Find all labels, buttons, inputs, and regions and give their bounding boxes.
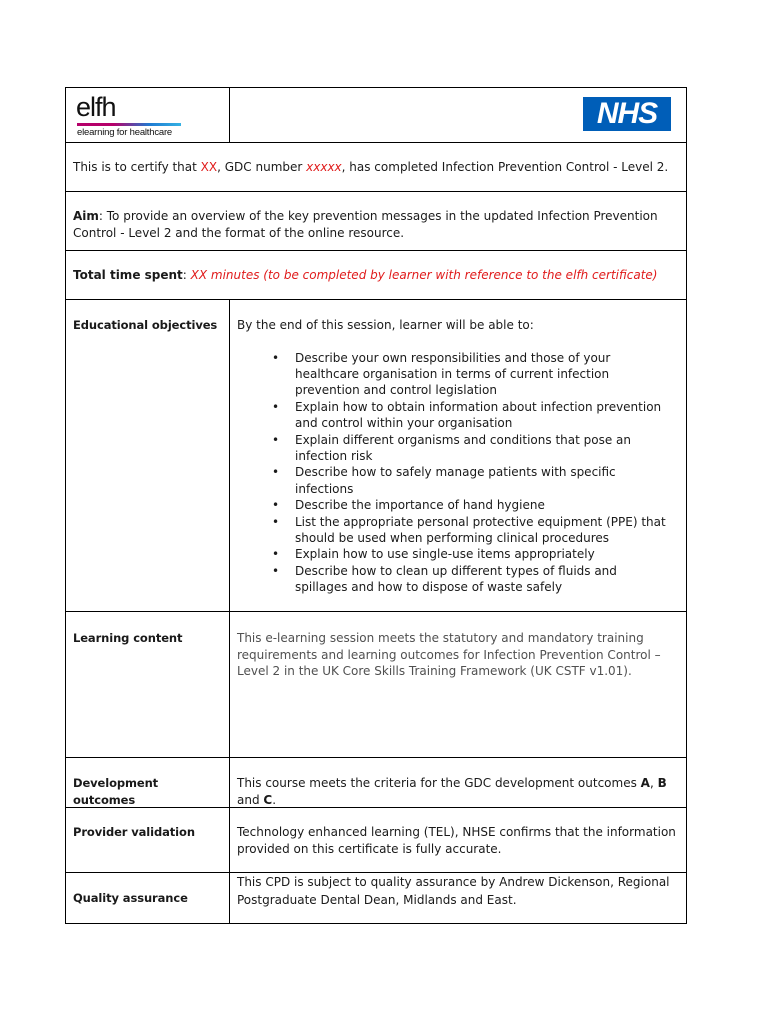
provider-text: Technology enhanced learning (TEL), NHSE confirms that the information provided on this certificate is fully accurate. [237,825,676,856]
objectives-label: Educational objectives [73,318,218,332]
development-row [65,758,687,808]
time-colon: : [182,268,191,282]
list-item: • Describe your own responsibilities and those of your healthcare organisation in terms of current infection prevention and control legislation [295,350,672,399]
objectives-intro: By the end of this session, learner will be able to: [237,318,534,332]
objectives-row [65,300,687,612]
list-item: • Explain how to obtain information about infection prevention and control within your organisation [295,399,672,432]
gdc-label: , GDC number [217,160,307,174]
objectives-list [237,350,679,596]
development-prefix: This course meets the criteria for the GDC development outcomes [237,776,641,790]
aim-text: : To provide an overview of the key prevention messages in the updated Infection Prevention Control - Level 2 and the format of the online resource. [73,209,658,240]
provider-row [65,808,687,873]
learning-content-text: This e-learning session meets the statutory and mandatory training requirements and learning outcomes for Infection Prevention Control – Level 2 in the UK Core Skills Training Framework (UK CSTF v1.01). [237,631,661,678]
quality-label: Quality assurance [73,891,188,905]
outcome-c: C [263,792,273,807]
aim-statement [73,208,679,241]
elfh-logo-bar [77,123,181,126]
elfh-tagline: elearning for healthcare [77,127,173,138]
quality-row [65,873,687,924]
list-item: • Describe the importance of hand hygiene [295,497,672,513]
list-item: • Explain different organisms and conditions that pose an infection risk [295,432,672,465]
learner-name: XX [200,160,218,174]
certify-row [65,143,687,192]
time-value: XX minutes (to be completed by learner with reference to the elfh certificate) [190,268,658,282]
development-and: and [237,792,264,807]
quality-text: This CPD is subject to quality assurance by Andrew Dickenson, Regional Postgraduate Dental Dean, Midlands and East. [237,875,670,907]
certify-suffix: , has completed Infection Prevention Control - Level 2. [341,160,669,174]
nhs-logo [583,97,671,131]
time-row [65,251,687,300]
elfh-logo [76,94,188,140]
list-item: • Explain how to use single-use items appropriately [295,546,672,562]
aim-row [65,192,687,251]
aim-label: Aim [73,209,99,223]
list-item: • Describe how to clean up different types of fluids and spillages and how to dispose of waste safely [295,563,672,596]
development-sep: , [649,776,658,790]
development-label: Development outcomes [73,776,159,807]
certify-prefix: This is to certify that [73,160,201,174]
development-end: . [272,792,277,807]
certify-statement [73,159,679,176]
learning-content-row [65,612,687,758]
elfh-logo-word: elfh [76,92,116,122]
nhs-logo-text: NHS [596,97,658,130]
certificate-table [65,87,687,924]
outcome-b: B [657,776,667,790]
development-text [237,775,679,808]
provider-label: Provider validation [73,825,195,839]
time-statement [73,267,679,284]
outcome-a: A [640,776,650,790]
list-item: • List the appropriate personal protective equipment (PPE) that should be used when performing clinical procedures [295,514,672,547]
learning-content-label: Learning content [73,631,183,645]
gdc-number: xxxxx [306,160,342,174]
list-item: • Describe how to safely manage patients with specific infections [295,464,672,497]
time-label: Total time spent [73,268,183,282]
